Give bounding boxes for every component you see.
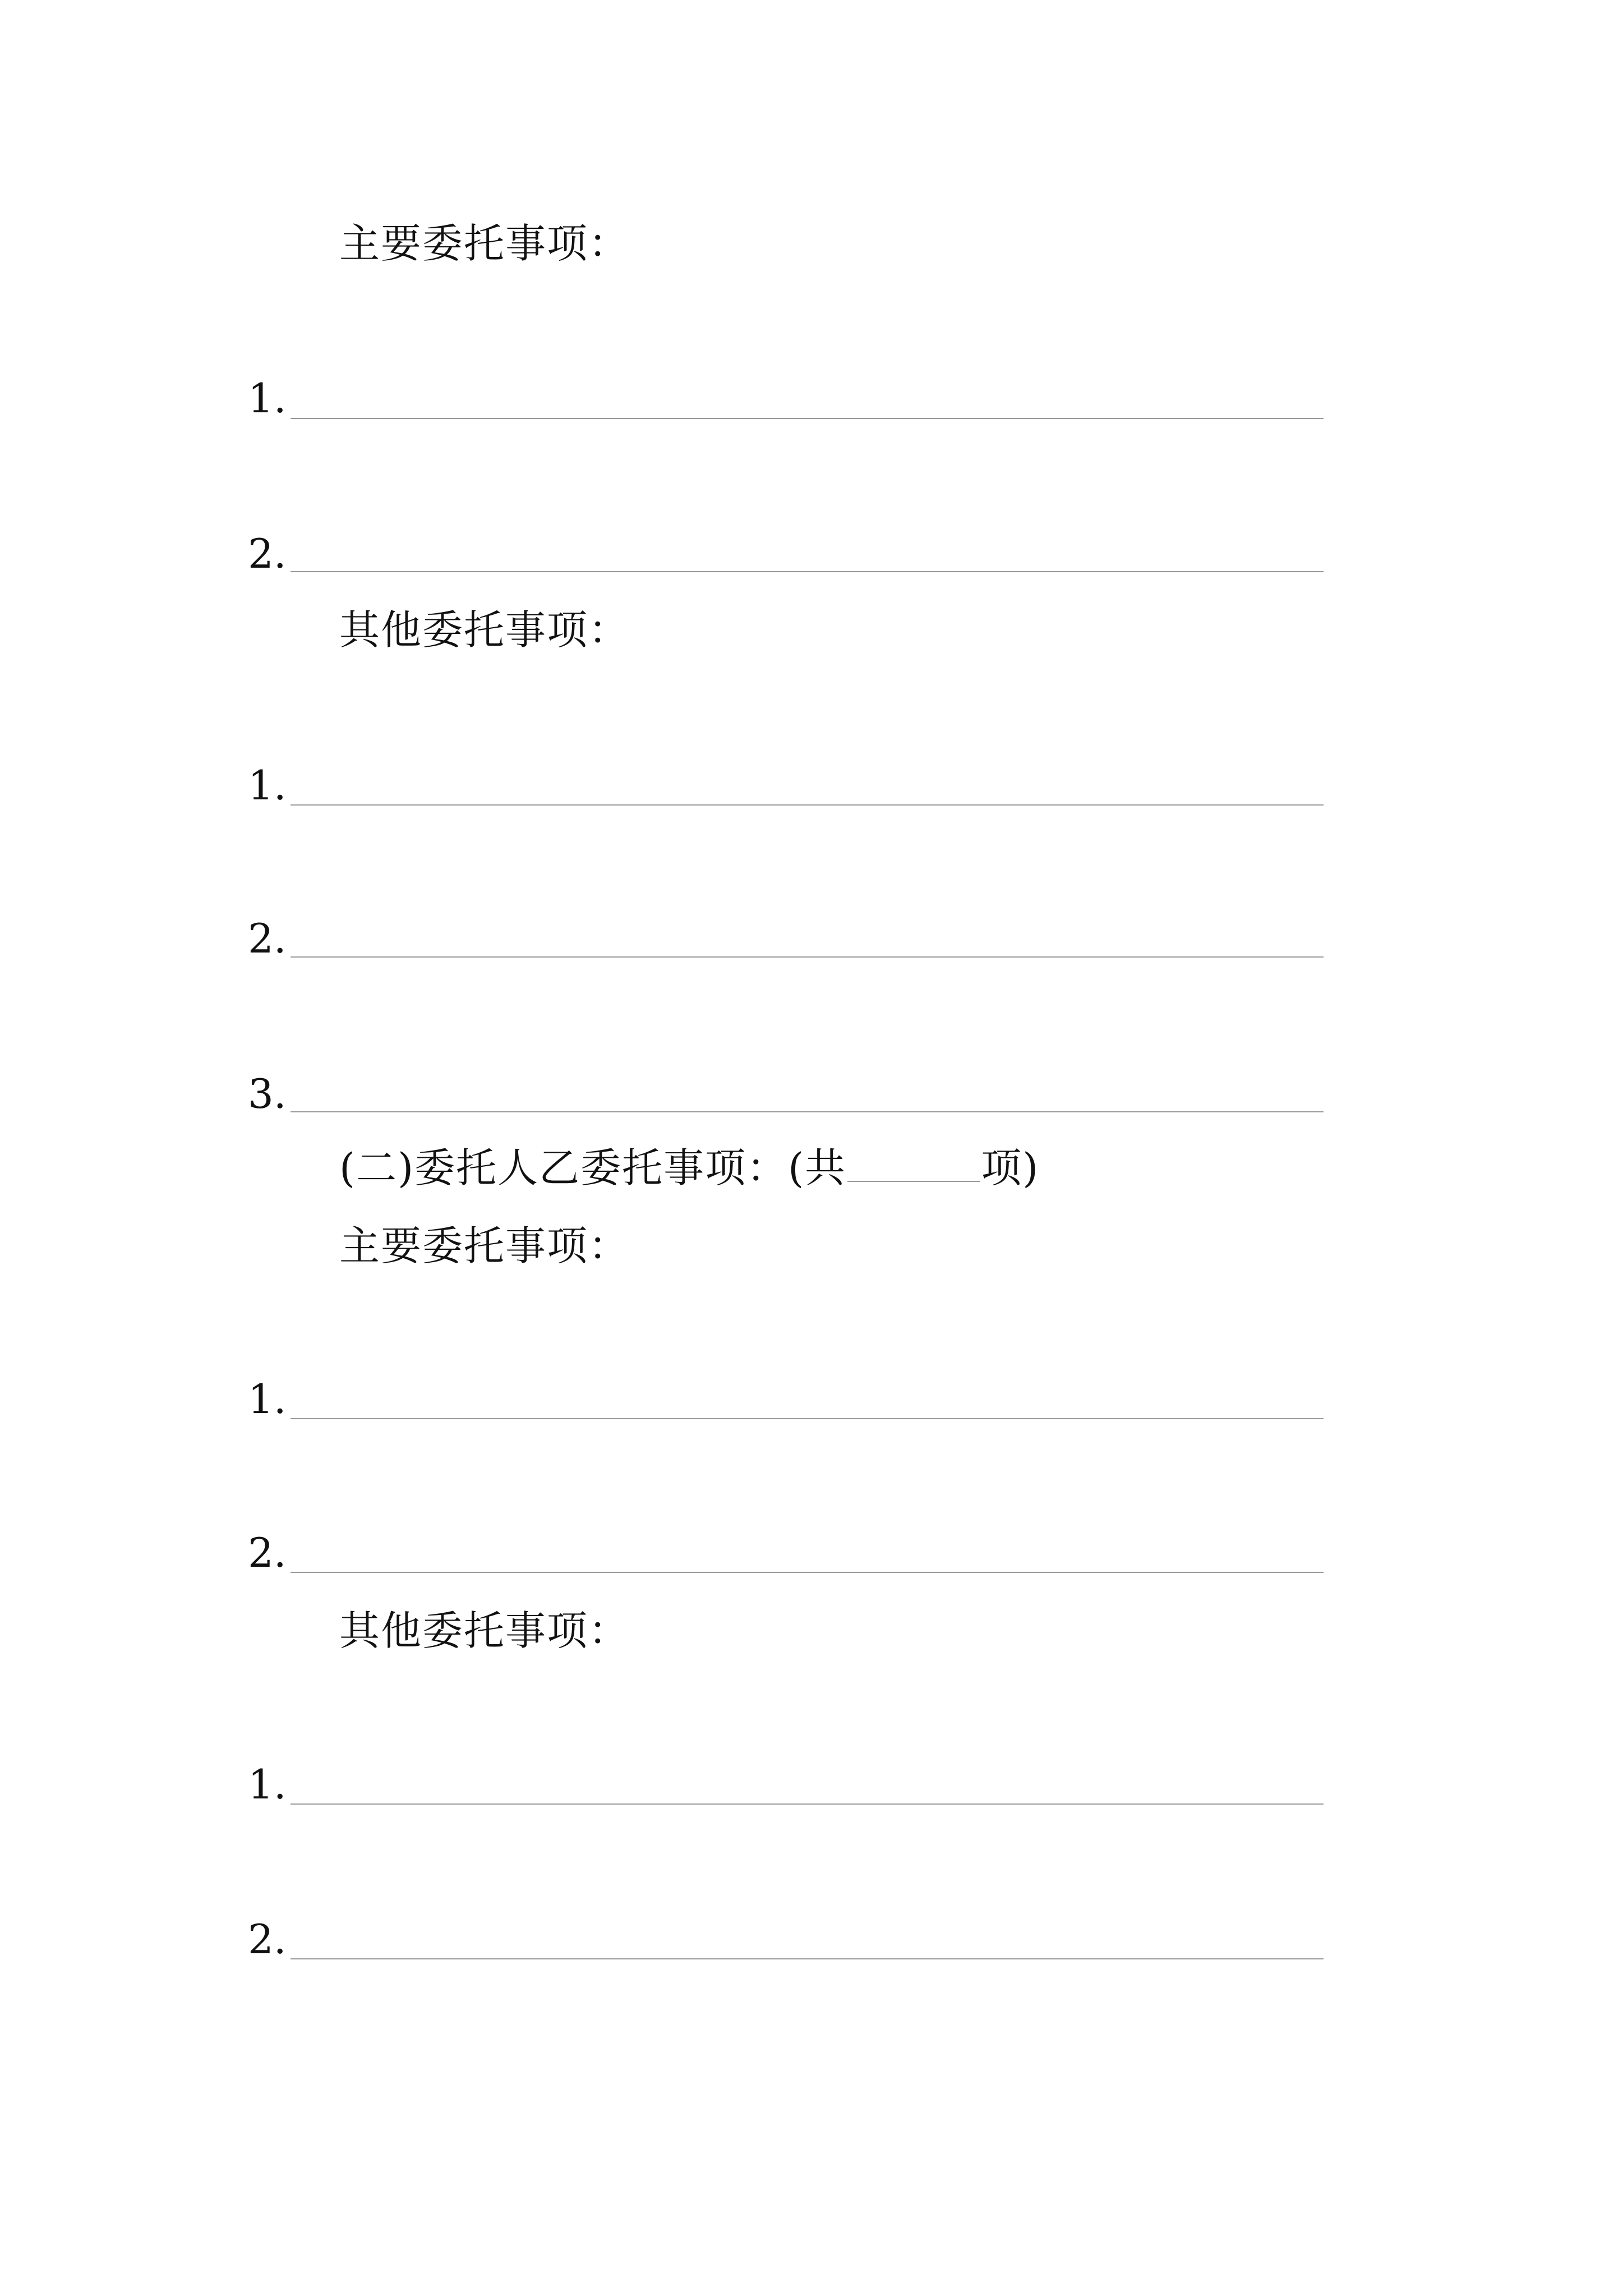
item-number: 2. <box>248 530 287 577</box>
section-heading-other-matters: 其他委托事项： <box>339 606 630 654</box>
fill-in-line <box>291 956 1324 958</box>
fill-in-line <box>291 1958 1324 1959</box>
fill-in-line <box>291 1418 1324 1419</box>
fill-in-line <box>291 571 1324 572</box>
section-heading-main-matters: 主要委托事项： <box>339 1222 630 1269</box>
item-number: 1. <box>248 762 287 809</box>
section-heading-principal-b <box>339 1144 1040 1191</box>
heading-prefix: (二)委托人乙委托事项：(共 <box>339 1144 847 1191</box>
count-blank <box>847 1147 980 1182</box>
fill-in-line <box>291 1111 1324 1112</box>
item-number: 2. <box>248 1529 287 1576</box>
section-heading-main-matters: 主要委托事项： <box>339 220 630 267</box>
item-number: 3. <box>248 1070 287 1117</box>
fill-in-line <box>291 804 1324 806</box>
fill-in-line <box>291 418 1324 419</box>
fill-in-line <box>291 1572 1324 1573</box>
fill-in-line <box>291 1803 1324 1805</box>
item-number: 1. <box>248 375 287 422</box>
heading-suffix: 项) <box>981 1144 1040 1191</box>
item-number: 2. <box>248 915 287 962</box>
item-number: 1. <box>248 1375 287 1423</box>
item-number: 1. <box>248 1761 287 1808</box>
item-number: 2. <box>248 1916 287 1963</box>
section-heading-other-matters: 其他委托事项： <box>339 1607 630 1654</box>
